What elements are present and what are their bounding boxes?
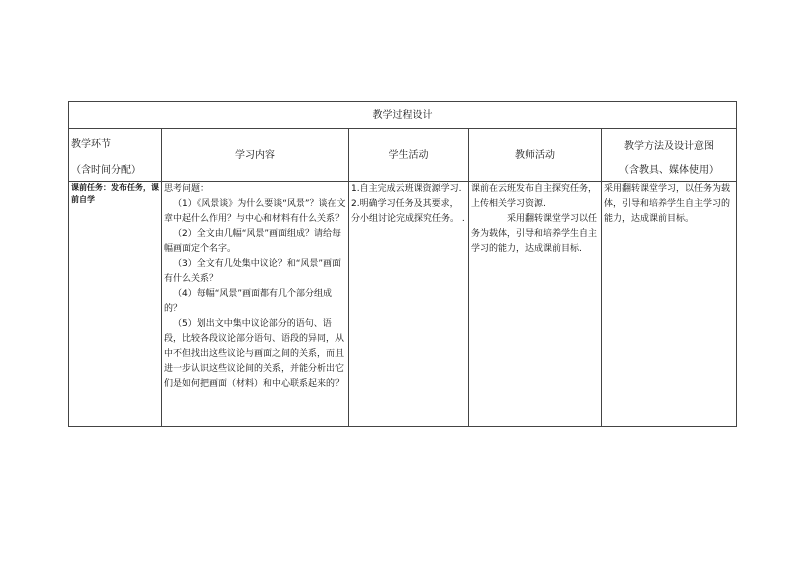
content-intro: 思考问题： — [164, 184, 210, 194]
table-title: 教学过程设计 — [69, 102, 737, 129]
header-stage-line1: 教学环节 — [71, 139, 111, 150]
header-content: 学习内容 — [162, 129, 349, 182]
header-stage — [69, 129, 162, 182]
header-student: 学生活动 — [349, 129, 469, 182]
header-method-line1: 教学方法及设计意图 — [624, 141, 714, 152]
student-activity-2: 2.明确学习任务及其要求，分小组讨论完成探究任务。 . — [351, 199, 465, 224]
content-question-5: （5）划出文中集中议论部分的语句、语段，比较各段议论部分语句、语段的异同，从中不但找出这些议论与画面之间的关系，而且进一步认识这些议论间的关系，并能分析出它们是如何把画面（材料）和中心联系起来的？ — [164, 319, 345, 389]
header-method — [602, 129, 737, 182]
header-method-line2: （含教具、媒体使用） — [619, 165, 719, 176]
stage-cell: 课前任务：发布任务，课前自学 — [69, 182, 162, 427]
header-teacher: 教师活动 — [469, 129, 602, 182]
lesson-process-table — [68, 101, 737, 427]
header-stage-line2: （含时间分配） — [71, 165, 141, 176]
student-cell — [349, 182, 469, 427]
method-cell: 采用翻转课堂学习，以任务为载体，引导和培养学生自主学习的能力，达成课前目标。 — [602, 182, 737, 427]
content-cell — [162, 182, 349, 427]
student-activity-1: 1.自主完成云班课资源学习. — [351, 184, 462, 194]
content-question-3: （3）全文有几处集中议论？和“风景”画面有什么关系？ — [164, 259, 342, 284]
teacher-activity-1: 课前在云班发布自主探究任务，上传相关学习资源. — [471, 184, 598, 209]
teacher-cell — [469, 182, 602, 427]
content-question-4: （4）每幅“风景”画面都有几个部分组成的？ — [164, 289, 333, 314]
teacher-activity-2: 采用翻转课堂学习以任务为载体，引导和培养学生自主学习的能力，达成课前目标. — [471, 214, 598, 254]
content-question-2: （2）全文由几幅“风景”画面组成？请给每幅画面定个名字。 — [164, 229, 342, 254]
content-question-1: （1）《风景谈》为什么要谈“风景”？谈在文章中起什么作用？与中心和材料有什么关系？ — [164, 199, 346, 224]
